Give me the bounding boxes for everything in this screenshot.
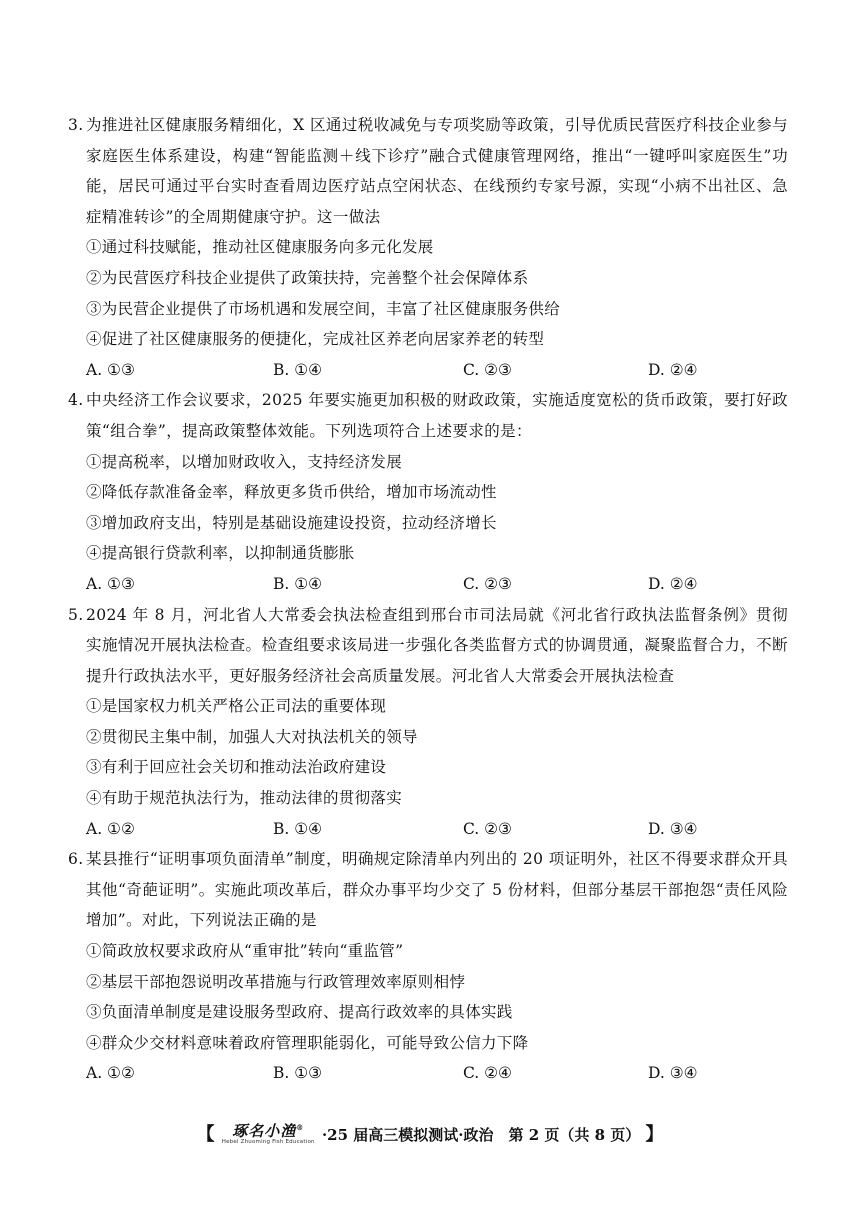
question-stem — [68, 385, 788, 446]
logo-mark-text: 琢名小渔 — [232, 1122, 297, 1140]
question-text: 某县推行“证明事项负面清单”制度，明确规定除清单内列出的 20 项证明外，社区不得要求群众开具其他“奇葩证明”。实施此项改革后，群众办事平均少交了 5 份材料，但部分基层干部抱怨“责任风险增加”。对此，下列说法正确的是 — [86, 850, 788, 930]
statement-option: ②为民营医疗科技企业提供了政策扶持，完善整个社会保障体系 — [86, 268, 529, 287]
choice-d: D. ②④ — [648, 574, 698, 593]
question-stem — [68, 110, 788, 232]
answer-choices — [68, 814, 788, 845]
question-number: 4. — [68, 391, 84, 410]
question-6 — [68, 844, 788, 1089]
statement-option: ②基层干部抱怨说明改革措施与行政管理效率原则相悖 — [86, 972, 466, 991]
statement-option: ③负面清单制度是建设服务型政府、提高行政效率的具体实践 — [86, 1003, 513, 1022]
choice-d: D. ③④ — [648, 819, 698, 838]
question-4 — [68, 385, 788, 599]
choice-a: A. ①③ — [86, 360, 135, 379]
choice-c: C. ②③ — [463, 574, 512, 593]
registered-mark: ® — [296, 1123, 305, 1132]
footer-bracket-open: 【 — [196, 1124, 215, 1145]
publisher-logo — [222, 1120, 315, 1146]
question-text: 2024 年 8 月，河北省人大常委会执法检查组到邢台市司法局就《河北省行政执法监督条例》贯彻实施情况开展执法检查。检查组要求该局进一步强化各类监督方式的协调贯通，凝聚监督合力，不断提升行政执法水平，更好服务经济社会高质量发展。河北省人大常委会开展执法检查 — [86, 605, 788, 685]
choice-b: B. ①④ — [273, 819, 323, 838]
statement-option: ②降低存款准备金率，释放更多货币供给，增加市场流动性 — [86, 483, 497, 502]
question-5 — [68, 600, 788, 845]
choice-b: B. ①③ — [273, 1064, 323, 1083]
choice-a: A. ①② — [86, 1064, 135, 1083]
choice-a: A. ①③ — [86, 574, 135, 593]
answer-choices — [68, 355, 788, 386]
answer-choices — [68, 569, 788, 600]
question-text: 中央经济工作会议要求，2025 年要实施更加积极的财政政策，实施适度宽松的货币政策，要打好政策“组合拳”，提高政策整体效能。下列选项符合上述要求的是： — [86, 391, 788, 440]
statement-option: ④有助于规范执法行为，推动法律的贯彻落实 — [86, 789, 403, 808]
statement-option: ④群众少交材料意味着政府管理职能弱化，可能导致公信力下降 — [86, 1033, 529, 1052]
statement-option: ①简政放权要求政府从“重审批”转向“重监管” — [86, 942, 404, 961]
choice-d: D. ②④ — [648, 360, 698, 379]
statement-option: ④促进了社区健康服务的便捷化，完成社区养老向居家养老的转型 — [86, 330, 545, 349]
footer-bracket-close: 】 — [645, 1124, 664, 1145]
choice-d: D. ③④ — [648, 1064, 698, 1083]
logo-subtitle: Hebei Zhuoming Fish Education — [221, 1139, 315, 1145]
choice-a: A. ①② — [86, 819, 135, 838]
choice-b: B. ①④ — [273, 360, 323, 379]
statement-option: ④提高银行贷款利率，以抑制通货膨胀 — [86, 544, 355, 563]
question-number: 5. — [68, 605, 84, 624]
statement-option: ③有利于回应社会关切和推动法治政府建设 — [86, 758, 387, 777]
questions-container — [68, 110, 788, 1089]
statement-option: ①是国家权力机关严格公正司法的重要体现 — [86, 697, 387, 716]
statement-option: ②贯彻民主集中制，加强人大对执法机关的领导 — [86, 727, 418, 746]
statement-option: ③为民营企业提供了市场机遇和发展空间，丰富了社区健康服务供给 — [86, 299, 561, 318]
statement-option: ③增加政府支出，特别是基础设施建设投资，拉动经济增长 — [86, 513, 497, 532]
question-number: 3. — [68, 116, 84, 134]
choice-b: B. ①④ — [273, 574, 323, 593]
question-3 — [68, 110, 788, 385]
statement-option: ①提高税率，以增加财政收入，支持经济发展 — [86, 452, 403, 471]
question-number: 6. — [68, 850, 84, 869]
footer-page-info: ·25 届高三模拟测试·政治 第 2 页（共 8 页） — [321, 1126, 641, 1144]
choice-c: C. ②④ — [463, 1064, 512, 1083]
question-stem — [68, 600, 788, 692]
choice-c: C. ②③ — [463, 819, 512, 838]
logo-mark — [222, 1120, 315, 1139]
page-footer — [0, 1121, 860, 1148]
question-text: 为推进社区健康服务精细化，X 区通过税收减免与专项奖励等政策，引导优质民营医疗科技企业参与家庭医生体系建设，构建“智能监测＋线下诊疗”融合式健康管理网络，推出“一键呼叫家庭医生”功能，居民可通过平台实时查看周边医疗站点空闲状态、在线预约专家号源，实现“小病不出社区、急症精准转诊”的全周期健康守护。这一做法 — [86, 116, 788, 226]
answer-choices — [68, 1058, 788, 1089]
statement-option: ①通过科技赋能，推动社区健康服务向多元化发展 — [86, 238, 434, 257]
question-stem — [68, 844, 788, 936]
choice-c: C. ②③ — [463, 360, 512, 379]
